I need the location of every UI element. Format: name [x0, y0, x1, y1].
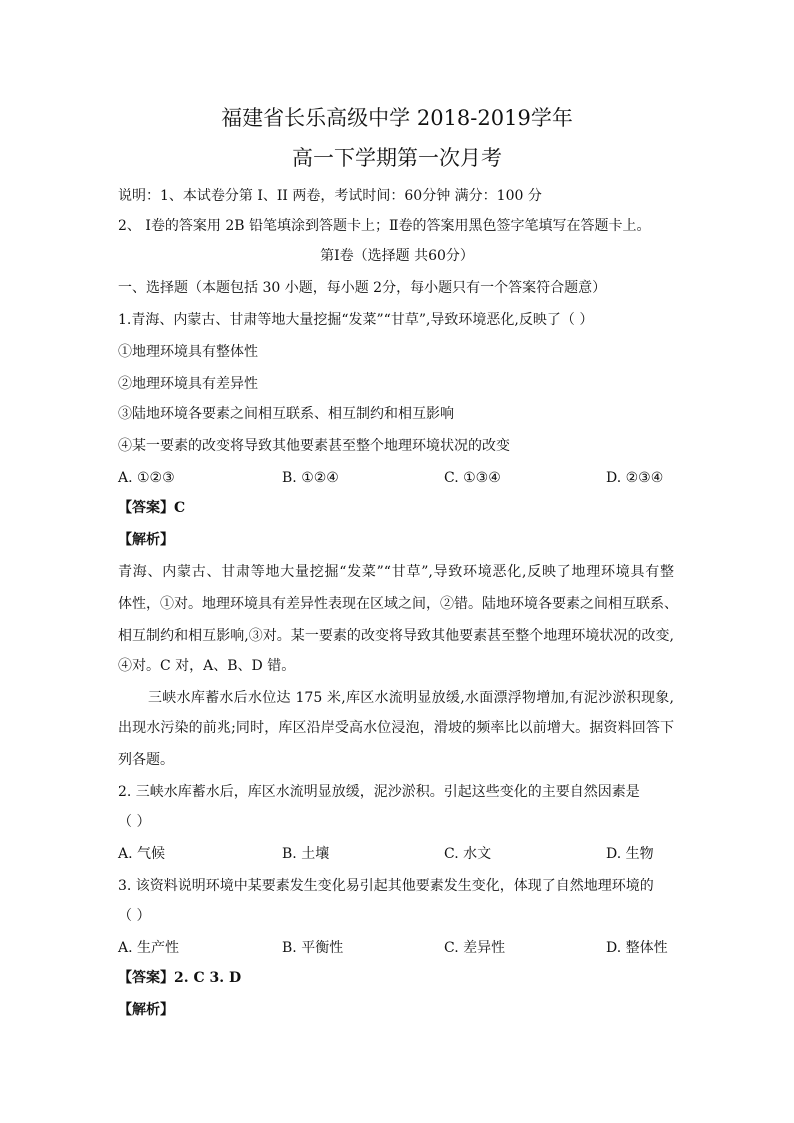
question-1-option-b: B. ①②④ — [282, 470, 339, 486]
question-2-option-c: C. 水文 — [444, 846, 492, 862]
analysis-line: 体性，①对。地理环境具有差异性表现在区域之间，②错。陆地环境各要素之间相互联系、 — [118, 596, 678, 612]
question-2-option-a: A. 气候 — [118, 846, 166, 862]
material-line: 出现水污染的前兆;同时，库区沿岸受高水位浸泡，滑坡的频率比以前增大。据资料回答下 — [118, 720, 674, 736]
exam-title-line1: 福建省长乐高级中学 2018-2019学年 — [221, 106, 573, 130]
question-3-option-c: C. 差异性 — [444, 940, 506, 956]
question-1-option-d: D. ②③④ — [606, 470, 664, 486]
question-1-item: ②地理环境具有差异性 — [118, 376, 258, 392]
question-1-stem: 1.青海、内蒙古、甘肃等地大量挖掘“发菜”“甘草”,导致环境恶化,反映了（ ） — [118, 312, 594, 328]
analysis-line: 青海、内蒙古、甘肃等地大量挖掘“发菜”“甘草”,导致环境恶化,反映了地理环境具有整 — [118, 564, 674, 580]
question-2-stem: 2. 三峡水库蓄水后，库区水流明显放缓，泥沙淤积。引起这些变化的主要自然因素是 — [118, 784, 640, 800]
question-3-option-d: D. 整体性 — [606, 940, 668, 956]
question-2-option-d: D. 生物 — [606, 846, 654, 862]
question-2-option-b: B. 土壤 — [282, 846, 330, 862]
exam-title-line2: 高一下学期第一次月考 — [292, 146, 502, 170]
question-2-paren: （ ） — [118, 814, 151, 830]
section-title: 第Ⅰ卷（选择题 共60分） — [320, 248, 474, 264]
material-line: 列各题。 — [118, 752, 174, 768]
analysis-line: ④对。C 对，A、B、D 错。 — [118, 658, 296, 674]
question-1-item: ①地理环境具有整体性 — [118, 344, 258, 360]
question-1-item: ③陆地环境各要素之间相互联系、相互制约和相互影响 — [118, 406, 454, 422]
analysis-line: 相互制约和相互影响,③对。某一要素的改变将导致其他要素甚至整个地理环境状况的改变, — [118, 628, 674, 644]
question-3-stem: 3. 该资料说明环境中某要素发生变化易引起其他要素发生变化，体现了自然地理环境的 — [118, 878, 654, 894]
question-1-answer: 【答案】C — [118, 500, 186, 516]
question-3-option-b: B. 平衡性 — [282, 940, 344, 956]
question-1-analysis-label: 【解析】 — [118, 532, 174, 548]
material-line: 三峡水库蓄水后水位达 175 米,库区水流明显放缓,水面漂浮物增加,有泥沙淤积现象, — [148, 690, 674, 706]
questions-2-3-analysis-label: 【解析】 — [118, 1002, 174, 1018]
question-1-item: ④某一要素的改变将导致其他要素甚至整个地理环境状况的改变 — [118, 438, 510, 454]
part-title: 一、选择题（本题包括 30 小题，每小题 2分，每小题只有一个答案符合题意） — [118, 280, 607, 296]
question-3-option-a: A. 生产性 — [118, 940, 180, 956]
question-3-paren: （ ） — [118, 908, 151, 924]
instructions-line2: 2、 Ⅰ卷的答案用 2B 铅笔填涂到答题卡上；Ⅱ卷的答案用黑色签字笔填写在答题卡上。 — [118, 218, 651, 234]
question-1-option-a: A. ①②③ — [118, 470, 175, 486]
instructions-line1: 说明：1、本试卷分第 I、II 两卷，考试时间：60分钟 满分：100 分 — [118, 188, 542, 204]
questions-2-3-answer: 【答案】2. C 3. D — [118, 970, 242, 986]
question-1-option-c: C. ①③④ — [444, 470, 501, 486]
